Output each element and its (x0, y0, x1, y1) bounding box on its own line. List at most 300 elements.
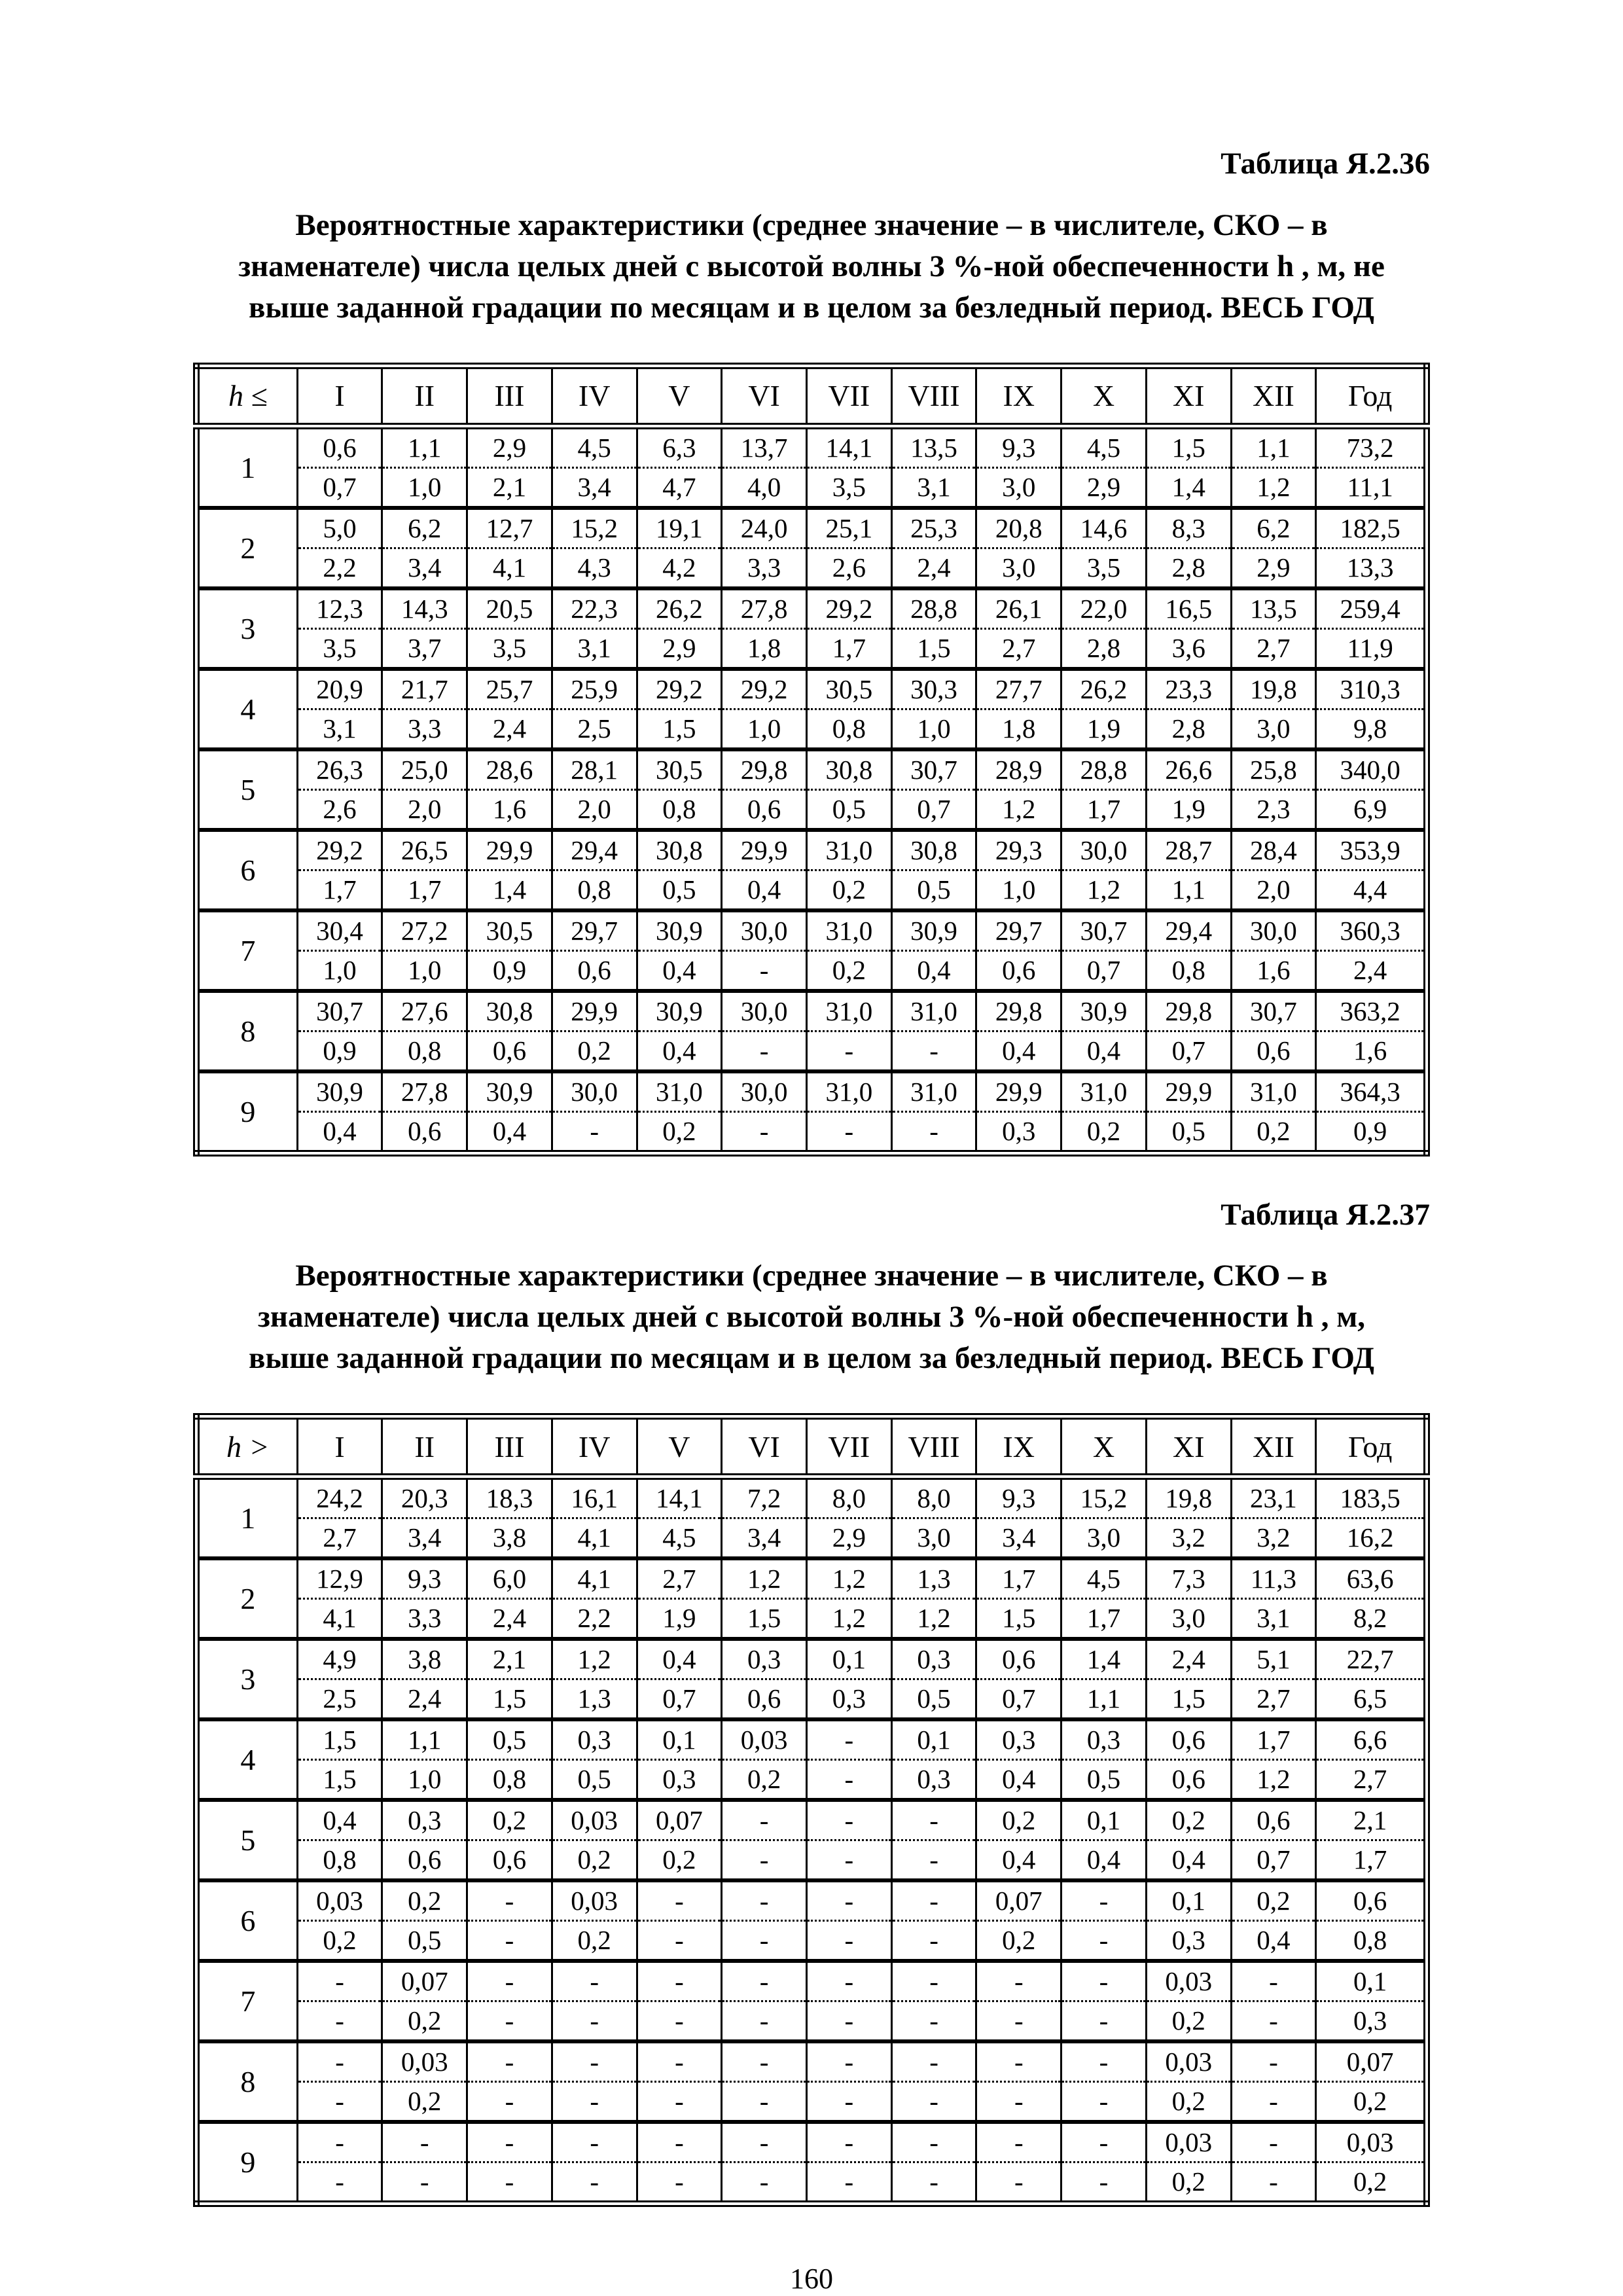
sd-value: 3,5 (832, 471, 866, 502)
sd-value: 2,8 (1171, 713, 1205, 744)
mean-value: - (808, 1882, 891, 1922)
sd-value: 3,4 (747, 1522, 781, 1553)
sd-value: - (759, 2166, 769, 2197)
data-cell (297, 1558, 382, 1639)
mean-value: 0,03 (1147, 2124, 1230, 2163)
sd-value: 0,2 (1002, 1925, 1036, 1956)
mean-value: 0,2 (468, 1802, 551, 1841)
sd-value: 2,0 (577, 793, 611, 824)
mean-value: 12,3 (298, 590, 382, 630)
sd-value: - (1014, 2166, 1024, 2197)
mean-value: - (468, 1882, 551, 1922)
table-row (196, 1961, 1427, 2041)
data-cell (382, 2122, 467, 2204)
data-cell (297, 1800, 382, 1880)
column-header-Год: Год (1316, 1416, 1427, 1477)
data-cell (382, 588, 467, 669)
sd-value: 2,2 (577, 1603, 611, 1634)
mean-value: 30,7 (1232, 993, 1315, 1032)
sd-value: 3,1 (577, 632, 611, 663)
mean-value: 25,8 (1232, 751, 1315, 791)
sd-value: 1,0 (1002, 874, 1036, 905)
table-row (196, 749, 1427, 830)
mean-value: - (893, 2124, 976, 2163)
data-cell (806, 749, 891, 830)
mean-value: 31,0 (893, 993, 976, 1032)
mean-value: 31,0 (808, 993, 891, 1032)
data-cell (976, 508, 1061, 588)
data-cell (1316, 2041, 1427, 2122)
sd-value: 3,8 (492, 1522, 527, 1553)
mean-value: - (468, 2124, 551, 2163)
data-cell (722, 2122, 807, 2204)
sd-value: 2,5 (577, 713, 611, 744)
data-cell (806, 1961, 891, 2041)
data-cell (552, 1071, 637, 1153)
header-grade-symbol: h ≤ (196, 366, 297, 426)
mean-value: 2,1 (1317, 1802, 1423, 1841)
mean-value: 0,6 (298, 429, 382, 469)
row-label: 5 (196, 1800, 297, 1880)
data-cell (297, 1639, 382, 1719)
sd-value: - (505, 2086, 514, 2117)
data-cell (722, 1071, 807, 1153)
data-cell (297, 830, 382, 910)
mean-value: 30,8 (638, 832, 721, 871)
data-cell (467, 1719, 552, 1800)
sd-value: 3,5 (1086, 552, 1121, 583)
row-label: 2 (196, 1558, 297, 1639)
mean-value: - (1062, 2124, 1145, 2163)
mean-value: 18,3 (468, 1480, 551, 1519)
sd-value: - (675, 2005, 684, 2036)
data-cell (637, 1880, 722, 1961)
mean-value: 13,5 (893, 429, 976, 469)
mean-value: 14,6 (1062, 510, 1145, 549)
sd-value: 1,3 (577, 1683, 611, 1714)
data-cell (1316, 1558, 1427, 1639)
mean-value: - (722, 2043, 806, 2083)
mean-value: 6,3 (638, 429, 721, 469)
mean-value: 310,3 (1317, 671, 1423, 710)
sd-value: 2,6 (832, 552, 866, 583)
sd-value: 0,4 (1086, 1035, 1121, 1066)
mean-value: 16,1 (553, 1480, 636, 1519)
sd-value: 3,2 (1257, 1522, 1291, 1553)
sd-value: - (929, 1844, 938, 1875)
sd-value: - (759, 1844, 769, 1875)
sd-value: 0,6 (747, 793, 781, 824)
data-cell (806, 1558, 891, 1639)
mean-value: - (977, 2043, 1060, 2083)
sd-value: 0,6 (1171, 1764, 1205, 1795)
data-cell (382, 669, 467, 749)
sd-value: - (675, 2086, 684, 2117)
mean-value: 2,1 (468, 1641, 551, 1680)
sd-value: - (844, 1115, 854, 1146)
data-cell (1316, 508, 1427, 588)
data-cell (382, 1961, 467, 2041)
sd-value: - (929, 2086, 938, 2117)
sd-value: 0,4 (1086, 1844, 1121, 1875)
data-cell (722, 1477, 807, 1558)
data-cell (1231, 2122, 1316, 2204)
row-label: 2 (196, 508, 297, 588)
data-cell (552, 508, 637, 588)
mean-value: 29,9 (468, 832, 551, 871)
data-cell (467, 749, 552, 830)
sd-value: 0,6 (492, 1035, 527, 1066)
mean-value: 12,9 (298, 1560, 382, 1600)
column-header-III: III (467, 1416, 552, 1477)
mean-value: 1,1 (1232, 429, 1315, 469)
mean-value: 29,9 (977, 1073, 1060, 1113)
mean-value: 22,3 (553, 590, 636, 630)
table-row (196, 1477, 1427, 1558)
data-cell (382, 910, 467, 991)
mean-value: 4,1 (553, 1560, 636, 1600)
sd-value: - (505, 2166, 514, 2197)
data-cell (1061, 508, 1147, 588)
sd-value: - (1269, 2086, 1278, 2117)
data-cell (976, 588, 1061, 669)
mean-value: 31,0 (638, 1073, 721, 1113)
table-row (196, 588, 1427, 669)
sd-value: 3,1 (323, 713, 357, 744)
sd-value: 0,4 (1002, 1035, 1036, 1066)
data-cell (297, 2041, 382, 2122)
title-line: Вероятностные характеристики (среднее значение – в числителе, СКО – в (295, 207, 1328, 242)
sd-value: 2,4 (917, 552, 951, 583)
table-row (196, 991, 1427, 1071)
sd-value: 0,7 (323, 471, 357, 502)
sd-value: 4,1 (323, 1603, 357, 1634)
sd-value: - (759, 1925, 769, 1956)
sd-value: 3,0 (1086, 1522, 1121, 1553)
sd-value: 0,2 (1353, 2086, 1387, 2117)
data-cell (382, 1477, 467, 1558)
sd-value: 0,2 (1257, 1115, 1291, 1146)
sd-value: 1,1 (1171, 874, 1205, 905)
data-cell (297, 426, 382, 508)
sd-value: - (844, 2166, 854, 2197)
mean-value: 0,3 (977, 1721, 1060, 1761)
mean-value: 29,2 (298, 832, 382, 871)
data-cell (806, 2122, 891, 2204)
mean-value: - (977, 1963, 1060, 2002)
data-cell (891, 1800, 976, 1880)
table-row (196, 1880, 1427, 1961)
sd-value: 1,7 (408, 874, 442, 905)
sd-value: 1,2 (1257, 1764, 1291, 1795)
mean-value: 29,8 (722, 751, 806, 791)
sd-value: 3,4 (1002, 1522, 1036, 1553)
sd-value: 2,7 (1257, 632, 1291, 663)
sd-value: 4,5 (662, 1522, 696, 1553)
header-grade-symbol: h > (196, 1416, 297, 1477)
table-row (196, 830, 1427, 910)
sd-value: - (929, 2166, 938, 2197)
mean-value: 29,7 (977, 912, 1060, 952)
page-number: 160 (790, 2263, 833, 2295)
table-row (196, 1071, 1427, 1153)
mean-value: 30,0 (553, 1073, 636, 1113)
mean-value: 0,3 (553, 1721, 636, 1761)
mean-value: 1,7 (1232, 1721, 1315, 1761)
sd-value: 1,6 (1353, 1035, 1387, 1066)
data-cell (976, 1800, 1061, 1880)
data-cell (722, 830, 807, 910)
sd-value: 3,1 (1257, 1603, 1291, 1634)
data-cell (1231, 1800, 1316, 1880)
mean-value: 14,1 (638, 1480, 721, 1519)
column-header-VII: VII (806, 1416, 891, 1477)
mean-value: 30,7 (298, 993, 382, 1032)
data-cell (1316, 426, 1427, 508)
sd-value: 4,3 (577, 552, 611, 583)
mean-value: - (553, 2124, 636, 2163)
data-cell (1146, 1880, 1231, 1961)
mean-value: 26,1 (977, 590, 1060, 630)
sd-value: 2,9 (1086, 471, 1121, 502)
data-cell (1061, 2041, 1147, 2122)
sd-value: 1,0 (408, 954, 442, 985)
data-cell (1146, 588, 1231, 669)
table-row (196, 508, 1427, 588)
mean-value: - (298, 1963, 382, 2002)
sd-value: 4,1 (492, 552, 527, 583)
mean-value: - (1062, 1882, 1145, 1922)
sd-value: 2,8 (1171, 552, 1205, 583)
mean-value: 27,6 (383, 993, 466, 1032)
data-cell (637, 991, 722, 1071)
data-cell (297, 588, 382, 669)
sd-value: 0,6 (408, 1844, 442, 1875)
sd-value: - (1099, 2086, 1109, 2117)
data-cell (1231, 910, 1316, 991)
sd-value: - (1099, 1925, 1109, 1956)
data-cell (1061, 1961, 1147, 2041)
data-cell (1316, 2122, 1427, 2204)
column-header-V: V (637, 1416, 722, 1477)
mean-value: 0,07 (383, 1963, 466, 2002)
mean-value: 28,9 (977, 751, 1060, 791)
mean-value: 25,1 (808, 510, 891, 549)
sd-value: 1,4 (492, 874, 527, 905)
table-row (196, 669, 1427, 749)
mean-value: 15,2 (1062, 1480, 1145, 1519)
mean-value: 0,1 (893, 1721, 976, 1761)
sd-value: 0,3 (1002, 1115, 1036, 1146)
data-cell (637, 830, 722, 910)
data-cell (1146, 1477, 1231, 1558)
mean-value: 29,8 (977, 993, 1060, 1032)
mean-value: 0,03 (1147, 1963, 1230, 2002)
sd-value: 1,0 (747, 713, 781, 744)
mean-value: 28,4 (1232, 832, 1315, 871)
mean-value: 30,8 (893, 832, 976, 871)
sd-value: - (335, 2166, 344, 2197)
data-cell (1231, 426, 1316, 508)
data-cell (552, 426, 637, 508)
data-cell (1146, 1639, 1231, 1719)
mean-value: 14,1 (808, 429, 891, 469)
column-header-VIII: VIII (891, 366, 976, 426)
sd-value: 13,3 (1346, 552, 1394, 583)
mean-value: 353,9 (1317, 832, 1423, 871)
data-cell (1146, 749, 1231, 830)
data-cell (467, 991, 552, 1071)
data-cell (1316, 1719, 1427, 1800)
sd-value: 6,5 (1353, 1683, 1387, 1714)
mean-value: 20,8 (977, 510, 1060, 549)
sd-value: - (929, 1925, 938, 1956)
data-cell (637, 426, 722, 508)
column-header-VI: VI (722, 1416, 807, 1477)
mean-value: 0,03 (383, 2043, 466, 2083)
data-cell (806, 1477, 891, 1558)
sd-value: 0,2 (577, 1035, 611, 1066)
mean-value: 0,07 (638, 1802, 721, 1841)
table-row (196, 1639, 1427, 1719)
sd-value: 3,0 (1002, 471, 1036, 502)
data-cell (1231, 1961, 1316, 2041)
sd-value: 2,4 (408, 1683, 442, 1714)
mean-value: 25,3 (893, 510, 976, 549)
sd-value: 0,2 (408, 2005, 442, 2036)
data-cell (552, 1961, 637, 2041)
sd-value: 3,3 (747, 552, 781, 583)
sd-value: 0,5 (1171, 1115, 1205, 1146)
mean-value: 26,2 (1062, 671, 1145, 710)
sd-value: 0,5 (1086, 1764, 1121, 1795)
data-cell (806, 910, 891, 991)
mean-value: 2,7 (638, 1560, 721, 1600)
sd-value: - (1014, 2005, 1024, 2036)
sd-value: 0,7 (1257, 1844, 1291, 1875)
data-cell (297, 1477, 382, 1558)
mean-value: 0,1 (808, 1641, 891, 1680)
sd-value: 0,2 (832, 954, 866, 985)
sd-value: 0,8 (577, 874, 611, 905)
sd-value: 0,8 (1353, 1925, 1387, 1956)
data-cell (1061, 991, 1147, 1071)
mean-value: 27,7 (977, 671, 1060, 710)
data-cell (1146, 508, 1231, 588)
data-cell (1061, 1719, 1147, 1800)
sd-value: - (590, 2166, 599, 2197)
sd-value: - (844, 1764, 854, 1795)
data-cell (891, 1719, 976, 1800)
data-cell (637, 1477, 722, 1558)
sd-value: 0,3 (1353, 2005, 1387, 2036)
mean-value: 13,7 (722, 429, 806, 469)
data-cell (976, 749, 1061, 830)
mean-value: 1,4 (1062, 1641, 1145, 1680)
data-cell (1061, 2122, 1147, 2204)
data-cell (467, 1800, 552, 1880)
column-header-V: V (637, 366, 722, 426)
sd-value: 1,2 (1002, 793, 1036, 824)
data-cell (891, 1639, 976, 1719)
sd-value: - (335, 2086, 344, 2117)
sd-value: 1,2 (1257, 471, 1291, 502)
sd-value: 1,9 (1086, 713, 1121, 744)
data-cell (382, 1880, 467, 1961)
data-cell (552, 1800, 637, 1880)
mean-value: 0,03 (1317, 2124, 1423, 2163)
data-cell (467, 1477, 552, 1558)
data-cell (552, 910, 637, 991)
mean-value: 1,7 (977, 1560, 1060, 1600)
section-table-ya-2-36 (193, 147, 1430, 1157)
data-cell (552, 1880, 637, 1961)
sd-value: - (1099, 2166, 1109, 2197)
sd-value: 0,8 (408, 1035, 442, 1066)
sd-value: 1,5 (492, 1683, 527, 1714)
sd-value: 1,5 (1171, 1683, 1205, 1714)
mean-value: 1,5 (298, 1721, 382, 1761)
data-cell (467, 910, 552, 991)
mean-value: 29,2 (808, 590, 891, 630)
mean-value: 16,5 (1147, 590, 1230, 630)
data-cell (1061, 1558, 1147, 1639)
sd-value: - (590, 2086, 599, 2117)
mean-value: 1,1 (383, 1721, 466, 1761)
table-body (196, 426, 1427, 1153)
mean-value: 30,9 (893, 912, 976, 952)
mean-value: - (638, 1882, 721, 1922)
mean-value: 0,3 (893, 1641, 976, 1680)
data-cell (1316, 588, 1427, 669)
table-body (196, 1477, 1427, 2204)
sd-value: - (1269, 2166, 1278, 2197)
data-cell (637, 1961, 722, 2041)
table-row (196, 910, 1427, 991)
mean-value: 30,8 (808, 751, 891, 791)
mean-value: 30,0 (722, 912, 806, 952)
title-line: знаменателе) числа целых дней с высотой волны 3 %-ной обеспеченности h , м, не (238, 249, 1385, 283)
mean-value: 9,3 (977, 429, 1060, 469)
sd-value: - (844, 2005, 854, 2036)
title-line: выше заданной градации по месяцам и в целом за безледный период. ВЕСЬ ГОД (249, 1341, 1374, 1376)
data-cell (806, 991, 891, 1071)
sd-value: 0,4 (917, 954, 951, 985)
mean-value: 31,0 (1232, 1073, 1315, 1113)
data-cell (552, 830, 637, 910)
mean-value: 30,0 (1232, 912, 1315, 952)
mean-value: 24,0 (722, 510, 806, 549)
data-cell (382, 1639, 467, 1719)
column-header-IX: IX (976, 366, 1061, 426)
data-cell (1146, 426, 1231, 508)
column-header-XI: XI (1146, 1416, 1231, 1477)
mean-value: 29,4 (1147, 912, 1230, 952)
sd-value: 0,2 (323, 1925, 357, 1956)
sd-value: 1,5 (1002, 1603, 1036, 1634)
mean-value: - (808, 2124, 891, 2163)
column-header-IV: IV (552, 1416, 637, 1477)
column-header-VII: VII (806, 366, 891, 426)
sd-value: 3,0 (917, 1522, 951, 1553)
data-cell (1316, 1880, 1427, 1961)
mean-value: - (468, 1963, 551, 2002)
mean-value: 30,0 (1062, 832, 1145, 871)
mean-value: - (808, 1721, 891, 1761)
data-cell (891, 1071, 976, 1153)
data-cell (1061, 669, 1147, 749)
row-label: 4 (196, 1719, 297, 1800)
